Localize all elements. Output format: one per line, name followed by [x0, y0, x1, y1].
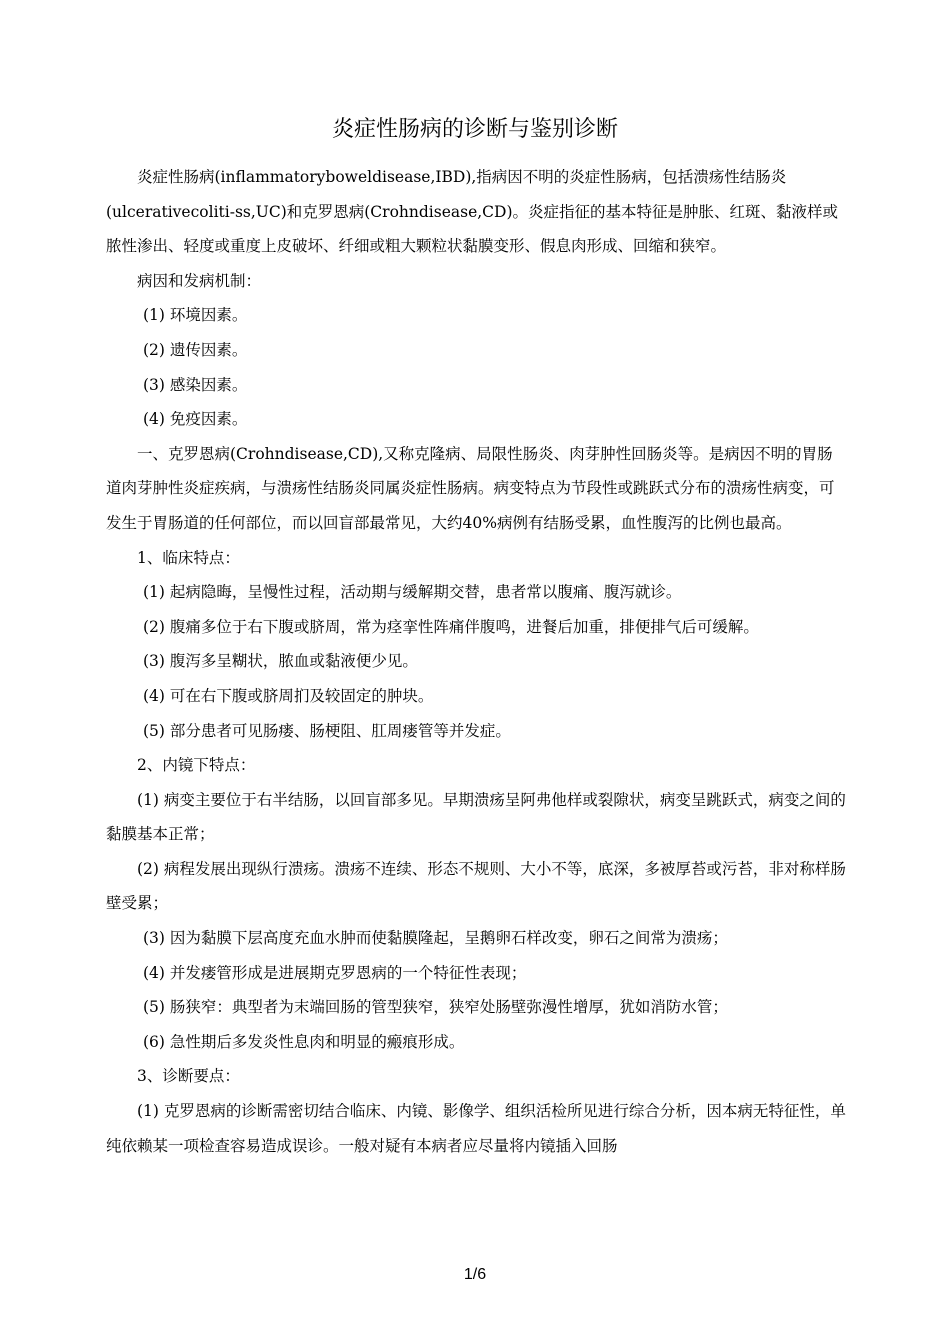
list-item: (1) 克罗恩病的诊断需密切结合临床、内镜、影像学、组织活检所见进行综合分析，因本病无特征性，单纯依赖某一项检查容易造成误诊。一般对疑有本病者应尽量将内镜插入回肠 — [106, 1102, 846, 1155]
page-number: 1/6 — [463, 1266, 487, 1283]
list-item: (3) 腹泻多呈糊状，脓血或黏液便少见。 — [143, 652, 418, 671]
list-item: (5) 肠狭窄：典型者为末端回肠的管型狭窄，狭窄处肠壁弥漫性增厚，犹如消防水管； — [143, 998, 728, 1017]
document-body — [106, 160, 846, 1163]
diagnosis-heading: 3、诊断要点： — [137, 1067, 240, 1086]
list-item: (2) 腹痛多位于右下腹或脐周，常为痉挛性阵痛伴腹鸣，进餐后加重，排便排气后可缓解。 — [143, 617, 759, 636]
clinical-heading: 1、临床特点： — [137, 548, 240, 567]
list-item: (3) 因为黏膜下层高度充血水肿而使黏膜隆起，呈鹅卵石样改变，卵石之间常为溃疡； — [143, 929, 728, 948]
list-item: (1) 环境因素。 — [143, 306, 248, 325]
list-item: (4) 并发瘘管形成是进展期克罗恩病的一个特征性表现； — [143, 963, 527, 982]
list-item: (3) 感染因素。 — [143, 375, 248, 394]
etiology-heading: 病因和发病机制： — [137, 271, 262, 290]
list-item: (2) 遗传因素。 — [143, 340, 248, 359]
cd-intro-paragraph: 一、克罗恩病(Crohndisease,CD),又称克隆病、局限性肠炎、肉芽肿性回肠炎等。是病因不明的胃肠道肉芽肿性炎症疾病，与溃疡性结肠炎同属炎症性肠病。病变特点为节段性或跳跃式分布的溃疡性病变，可发生于胃肠道的任何部位，而以回盲部最常见，大约40%病例有结肠受累，血性腹泻的比例也最高。 — [106, 444, 835, 532]
page-title: 炎症性肠病的诊断与鉴别诊断 — [331, 117, 618, 142]
list-item: (1) 起病隐晦，呈慢性过程，活动期与缓解期交替，患者常以腹痛、腹泻就诊。 — [143, 583, 682, 602]
endoscopy-heading: 2、内镜下特点： — [137, 756, 256, 775]
list-item: (4) 免疫因素。 — [143, 410, 248, 429]
intro-paragraph: 炎症性肠病(inflammatoryboweldisease,IBD),指病因不明的炎症性肠病，包括溃疡性结肠炎(ulcerativecoliti-ss,UC)和克罗恩病(Crohndisease,CD)。炎症指征的基本特征是肿胀、红斑、黏液样或脓性渗出、轻度或重度上皮破坏、纤细或粗大颗粒状黏膜变形、假息肉形成、回缩和狭窄。 — [106, 168, 839, 256]
list-item: (6) 急性期后多发炎性息肉和明显的瘢痕形成。 — [143, 1032, 465, 1051]
list-item: (2) 病程发展出现纵行溃疡。溃疡不连续、形态不规则、大小不等，底深，多被厚苔或污苔，非对称样肠壁受累； — [106, 859, 846, 913]
list-item: (4) 可在右下腹或脐周扪及较固定的肿块。 — [143, 686, 434, 705]
list-item: (5) 部分患者可见肠瘘、肠梗阻、肛周瘘管等并发症。 — [143, 721, 511, 740]
list-item: (1) 病变主要位于右半结肠，以回盲部多见。早期溃疡呈阿弗他样或裂隙状，病变呈跳跃式，病变之间的黏膜基本正常； — [106, 790, 846, 844]
